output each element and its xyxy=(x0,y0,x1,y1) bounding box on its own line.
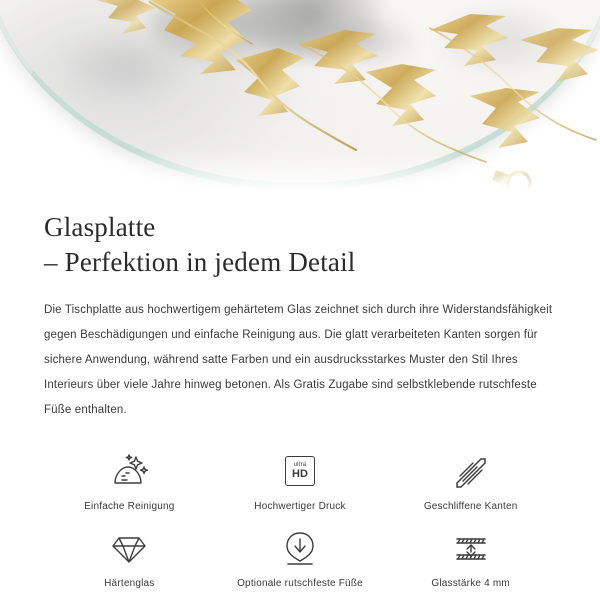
feature-einfache-reinigung xyxy=(44,449,215,512)
content-section xyxy=(0,196,600,589)
polished-edges-icon xyxy=(451,449,491,493)
feature-label: Hochwertiger Druck xyxy=(254,501,346,512)
description-paragraph: Die Tischplatte aus hochwertigem gehärtetem Glas zeichnet sich durch ihre Widerstandsfähigkeit gegen Beschädigungen und einfache Reinigung aus. Die glatt verarbeiteten Kanten sorgen für sichere Anwendung, während satte Farben und ein ausdrucksstarkes Muster den Stil Ihres Interieurs über viele Jahre hinweg betonen. Als Gratis Zugabe sind selbstklebende rutschfeste Füße enthalten. xyxy=(44,304,553,416)
feature-rutschfeste-fuesse xyxy=(215,526,386,589)
headline-line-2: – Perfektion in jedem Detail xyxy=(44,247,356,277)
hero-image xyxy=(0,0,600,196)
feature-label: Glasstärke 4 mm xyxy=(431,578,510,589)
glass-thickness-icon xyxy=(451,526,491,570)
ultra-hd-icon xyxy=(285,449,315,493)
diamond-icon xyxy=(109,526,149,570)
feature-glasstaerke xyxy=(385,526,556,589)
sparkle-cloth-icon xyxy=(107,449,151,493)
ultra-hd-badge-top: ultra xyxy=(293,462,307,468)
feature-haertenglas xyxy=(44,526,215,589)
anti-slip-feet-icon xyxy=(280,526,320,570)
headline-line-1: Glasplatte xyxy=(44,212,156,242)
feature-label: Härtenglas xyxy=(104,578,155,589)
page-title xyxy=(44,210,556,280)
feature-label: Einfache Reinigung xyxy=(84,501,175,512)
feature-hochwertiger-druck xyxy=(215,449,386,512)
feature-grid xyxy=(44,449,556,589)
feature-label: Geschliffene Kanten xyxy=(423,501,518,512)
ultra-hd-badge-bottom: HD xyxy=(292,468,308,480)
feature-geschliffene-kanten xyxy=(385,449,556,512)
image-fade-overlay xyxy=(0,150,600,196)
feature-label: Optionale rutschfeste Füße xyxy=(237,578,363,589)
